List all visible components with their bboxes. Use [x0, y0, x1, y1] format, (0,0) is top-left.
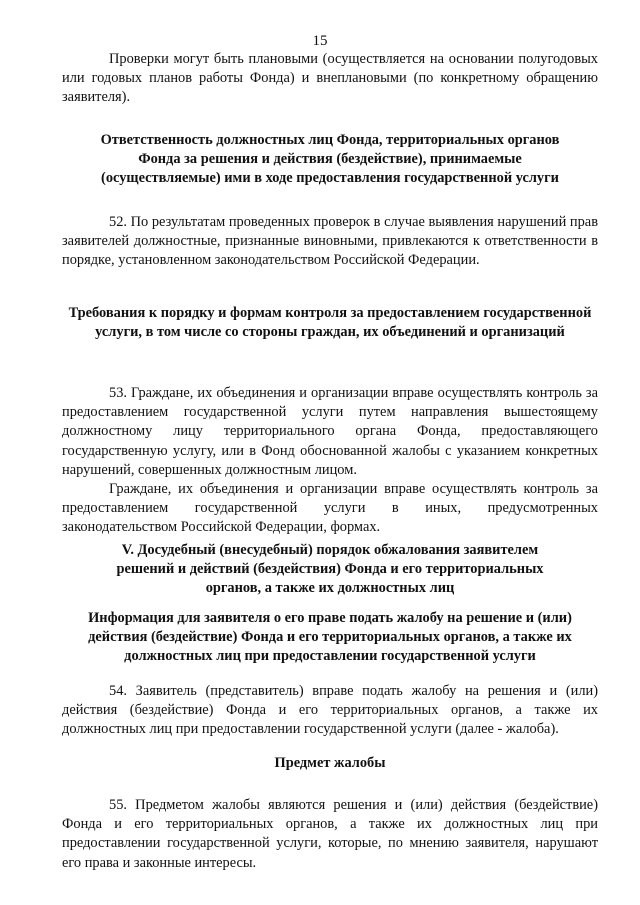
paragraph-53: [62, 384, 598, 538]
paragraph-text: Проверки могут быть плановыми (осуществляется на основании полугодовых или годовых планов работы Фонда) и внеплановыми (по конкретному обращению заявителя).: [62, 51, 598, 106]
paragraph-text: Граждане, их объединения и организации вправе осуществлять контроль за предоставлением государственной услуги в иных, предусмотренных законодательством Российской Федерации, формах.: [62, 481, 598, 536]
paragraph-54: [62, 682, 598, 740]
paragraph-55: [62, 796, 598, 873]
heading-text: Предмет жалобы: [274, 755, 386, 771]
heading-complaint-right: [62, 609, 598, 667]
heading-section-5: [100, 541, 560, 599]
heading-text: Информация для заявителя о его праве подать жалобу на решение и (или) действия (бездействие) Фонда и его территориальных органов, а также их должностных лиц при предоставлении государственной услуги: [88, 610, 572, 665]
paragraph-52: [62, 213, 598, 271]
heading-requirements: [62, 304, 598, 342]
heading-text: Требования к порядку и формам контроля за предоставлением государственной услуги, в том числе со стороны граждан, их объединений и организаций: [68, 305, 592, 341]
heading-complaint-subject: [62, 754, 598, 773]
paragraph-text: 55. Предметом жалобы являются решения и (или) действия (бездействие) Фонда и его территориальных органов, а также их должностных лиц при предоставлении государственной услуги, которые, по мнению заявителя, нарушают его права и законные интересы.: [62, 797, 598, 871]
paragraph-text: 52. По результатам проведенных проверок в случае выявления нарушений прав заявителей должностные, признанные виновными, привлекаются к ответственности в порядке, установленном законодательством Российской Федерации.: [62, 214, 598, 269]
paragraph-text: 53. Граждане, их объединения и организации вправе осуществлять контроль за предоставлением государственной услуги путем направления вышестоящему должностному лицу территориального органа Фонда, предоставляющего государственную услугу, или в Фонд обоснованной жалобы с указанием конкретных нарушений, совершенных должностным лицом.: [62, 385, 598, 478]
page-number: 15: [312, 33, 328, 49]
paragraph-text: 54. Заявитель (представитель) вправе подать жалобу на решения и (или) действия (бездействие) Фонда и его территориальных органов, а также их должностных лиц при предоставлении государственной услуги (далее - жалоба).: [62, 683, 598, 738]
heading-text: Ответственность должностных лиц Фонда, территориальных органов Фонда за решения и действия (бездействие), принимаемые (осуществляемые) ими в ходе предоставления государственной услуги: [100, 132, 560, 187]
paragraph-checks: [62, 50, 598, 108]
heading-text: V. Досудебный (внесудебный) порядок обжалования заявителем решений и действий (бездействия) Фонда и его территориальных органов, а также их должностных лиц: [116, 542, 544, 597]
heading-responsibility: [80, 131, 580, 189]
